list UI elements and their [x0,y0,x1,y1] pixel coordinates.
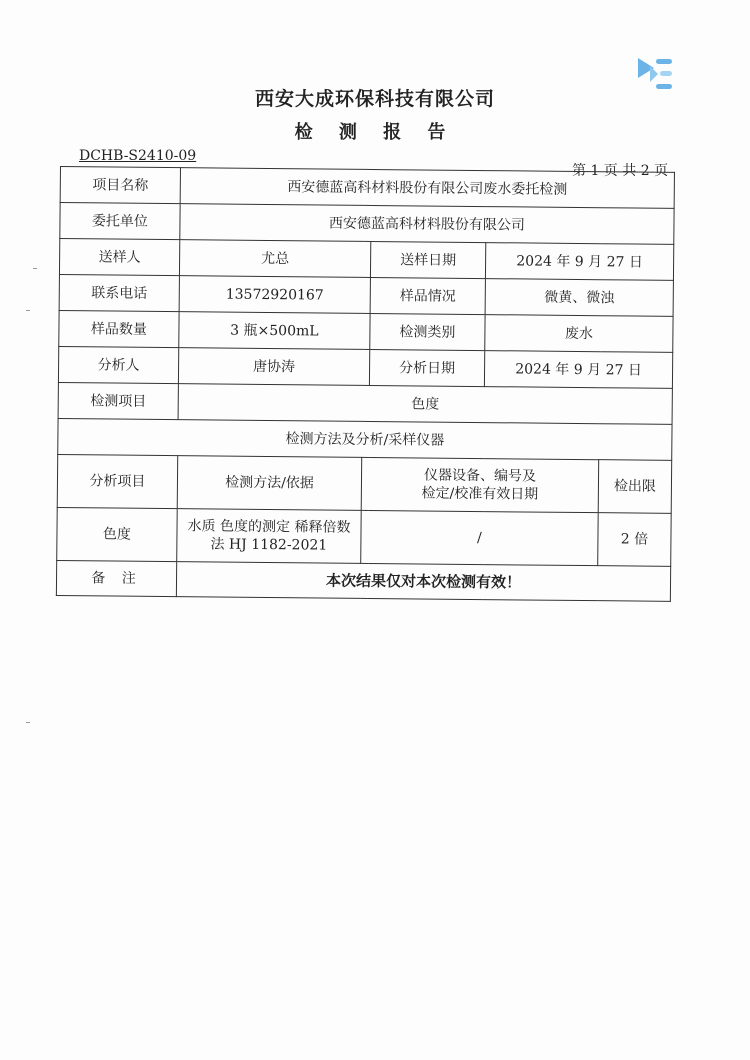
send-date-value: 2024 年 9 月 27 日 [485,243,673,281]
sample-status-value: 微黄、微浊 [485,279,673,317]
col-equipment [361,457,598,512]
scan-mark [33,268,37,269]
test-item-label: 检测项目 [58,382,178,419]
sender-label: 送样人 [59,239,179,276]
test-item-value: 色度 [178,384,672,425]
col-equipment-line2: 检定/校准有效日期 [421,485,539,503]
row-method [177,509,362,564]
phone-value: 13572920167 [179,276,370,314]
table-row [56,560,670,601]
test-type-label: 检测类别 [370,313,485,350]
client-label: 委托单位 [60,203,180,240]
client-value: 西安德蓝高科材料股份有限公司 [180,204,674,245]
method-section-title: 检测方法及分析/采样仪器 [58,418,672,460]
table-row [59,310,673,352]
send-date-label: 送样日期 [370,241,485,278]
row-detection-limit: 2 倍 [598,513,672,567]
analyst-label: 分析人 [58,346,178,383]
row-equipment: / [361,510,598,565]
col-equipment-line1: 仪器设备、编号及 [423,467,537,485]
table-row [58,346,672,388]
project-name-value: 西安德蓝高科材料股份有限公司废水委托检测 [180,168,674,209]
col-analysis-item: 分析项目 [57,454,178,508]
analysis-date-label: 分析日期 [369,349,484,386]
remark-label: 备 注 [56,560,176,596]
table-row [57,507,671,566]
remark-value: 本次结果仅对本次检测有效！ [176,562,670,602]
analyst-value: 唐协涛 [178,348,369,386]
project-name-label: 项目名称 [60,167,180,204]
col-detection-limit: 检出限 [598,460,672,514]
sample-qty-label: 样品数量 [59,310,179,347]
sample-status-label: 样品情况 [370,277,485,314]
table-row [60,203,674,245]
row-method-line1: 水质 色度的测定 稀释倍数 [187,518,351,536]
scan-mark [26,310,30,311]
phone-label: 联系电话 [59,274,179,311]
document-number: DCHB-S2410-09 [79,148,197,164]
table-row [58,418,672,460]
col-method: 检测方法/依据 [177,456,362,511]
company-name: 西安大成环保科技有限公司 [254,88,495,110]
table-row [59,239,673,281]
sample-qty-value: 3 瓶×500mL [179,312,370,350]
report-title: 检 测 报 告 [294,122,456,143]
row-analysis-item: 色度 [57,507,178,561]
scan-mark [26,722,30,723]
test-type-value: 废水 [485,315,673,353]
table-row [57,454,671,513]
table-row [59,274,673,316]
table-row [58,382,672,424]
row-method-line2: 法 HJ 1182-2021 [210,536,328,554]
report-table [56,166,674,602]
sender-value: 尤总 [179,240,370,278]
page-info: 第 1 页 共 2 页 [572,163,669,179]
analysis-date-value: 2024 年 9 月 27 日 [484,351,672,389]
table-row [60,167,674,209]
